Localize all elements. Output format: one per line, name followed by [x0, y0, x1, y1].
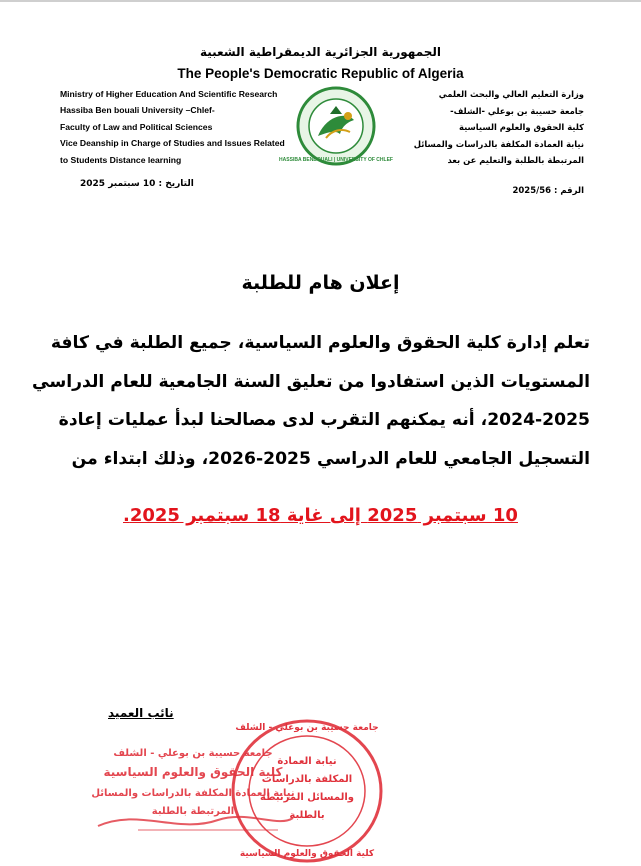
stamp-line: المرتبطة بالطلبة: [151, 806, 235, 817]
left-header-line: Faculty of Law and Political Sciences: [60, 121, 213, 132]
stamp-line: كلية الحقوق والعلوم السياسية: [103, 765, 283, 779]
body-line: تعلم إدارة كلية الحقوق والعلوم السياسية، جميع الطلبة في كافة: [50, 333, 590, 353]
body-line: المستويات الذين استفادوا من تعليق السنة الجامعية للعام الدراسي: [31, 371, 590, 392]
stamp-line: جامعة حسيبة بن بوعلي - الشلف: [113, 748, 273, 759]
left-header-line: Ministry of Higher Education And Scientific Research: [60, 89, 278, 99]
right-header-line: كلية الحقوق والعلوم السياسية: [459, 122, 584, 132]
left-header-line: Vice Deanship in Charge of Studies and Issues Related: [60, 138, 285, 149]
round-stamp-icon: [225, 716, 390, 866]
announcement-title: إعلان هام للطلبة: [241, 272, 400, 294]
left-header-line: Hassiba Ben bouali University –Chlef-: [60, 105, 215, 116]
right-header-line: نيابة العمادة المكلفة بالدراسات والمسائل: [413, 138, 584, 149]
right-header-line: المرتبطة بالطلبة والتعليم عن بعد: [447, 155, 584, 165]
round-stamp-line: نيابة العمادة: [277, 756, 337, 767]
right-header-line: جامعة حسيبة بن بوعلي -الشلف-: [450, 105, 584, 116]
university-logo-icon: [279, 86, 393, 166]
reference-number: الرقم : 2025/56: [512, 186, 584, 196]
republic-title-en: The People's Democratic Republic of Algeria: [177, 66, 464, 81]
right-header-line: وزارة التعليم العالي والبحث العلمي: [438, 89, 584, 99]
republic-title-ar: الجمهورية الجزائرية الديمقراطية الشعبية: [199, 45, 442, 59]
deadline-text: 10 سبتمبر 2025 إلى غاية 18 سبتمبر 2025.: [123, 505, 518, 526]
logo-text: HASSIBA BENBOUALI | UNIVERSITY OF CHLEF: [279, 157, 393, 163]
announcement-body: [31, 324, 590, 478]
left-header-line: to Students Distance learning: [60, 154, 182, 165]
round-stamp-line: كلية الحقوق والعلوم السياسية: [239, 849, 375, 859]
signatory-role: نائب العميد: [108, 706, 174, 720]
stamp-line: نيابة العمادة المكلفة بالدراسات والمسائل: [91, 788, 295, 799]
body-line: 2024-2025، أنه يمكنهم التقرب لدى مصالحنا لبدأ عمليات إعادة: [58, 410, 590, 430]
top-border: [0, 0, 641, 2]
left-header-block: [60, 86, 295, 168]
round-stamp-line: بالطلبة: [289, 810, 325, 821]
round-stamp-line: جامعة حسيبة بن بوعلي - الشلف: [235, 723, 379, 733]
body-line: التسجيل الجامعي للعام الدراسي 2025-2026، وذلك ابتداء من: [71, 448, 590, 469]
round-stamp-line: والمسائل المرتبطة: [260, 792, 354, 803]
date-line: التاريخ : 10 سبتمبر 2025: [80, 179, 194, 189]
round-stamp-line: المكلفة بالدراسات: [261, 774, 353, 785]
